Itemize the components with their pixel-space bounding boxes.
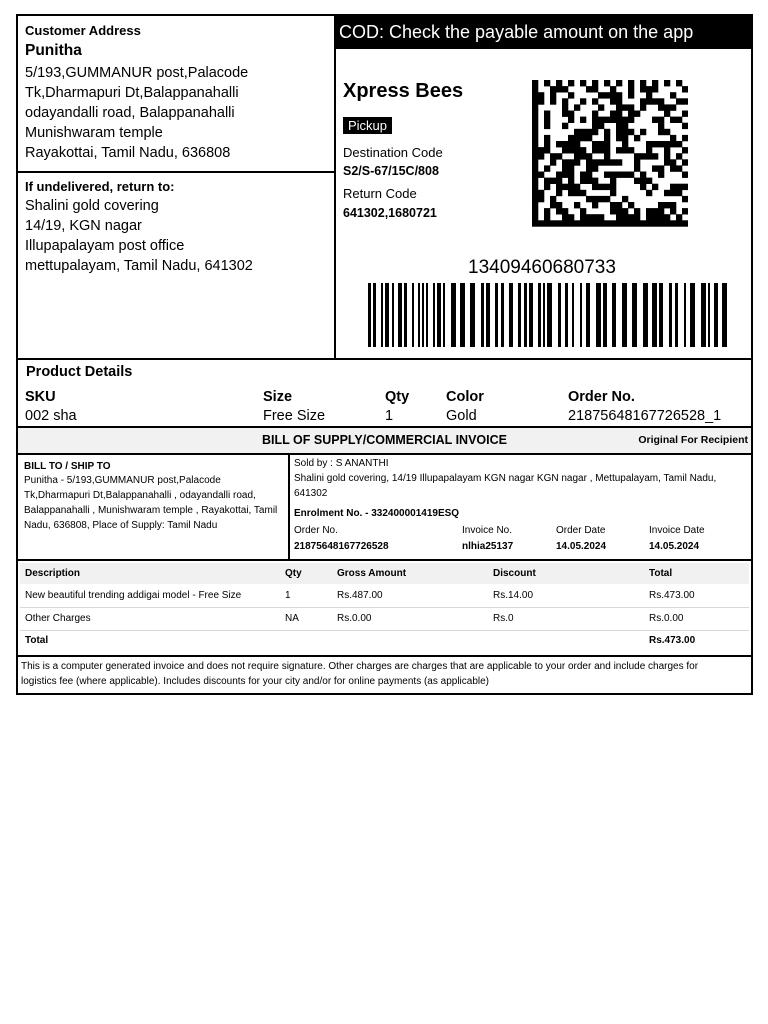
return-address-line: 14/19, KGN nagar	[25, 218, 142, 234]
customer-address-line: odayandalli road, Balappanahalli	[25, 105, 235, 121]
pickup-badge: Pickup	[343, 117, 392, 134]
footer-note-line: This is a computer generated invoice and does not require signature. Other charges are charges that are applicable to your order and include charges for	[21, 661, 699, 672]
courier-name: Xpress Bees	[343, 80, 464, 102]
product-col-size: Size	[263, 389, 293, 405]
destination-code-label: Destination Code	[343, 145, 443, 160]
customer-address-line: Munishwaram temple	[25, 125, 163, 141]
barcode-icon	[368, 283, 730, 347]
sold-by: Sold by : S ANANTHI	[294, 458, 389, 469]
customer-name: Punitha	[25, 42, 82, 59]
customer-address-heading: Customer Address	[25, 23, 141, 38]
divider	[288, 453, 290, 559]
cod-banner: COD: Check the payable amount on the app	[336, 16, 753, 49]
product-details-section	[16, 358, 753, 428]
divider	[18, 559, 751, 561]
return-code-label: Return Code	[343, 186, 417, 201]
enrolment-number: Enrolment No. - 332400001419ESQ	[294, 508, 460, 519]
row-total: Rs.0.00	[649, 613, 684, 624]
row-total: Rs.473.00	[649, 590, 695, 601]
seller-address-line: 641302	[294, 488, 328, 499]
divider	[18, 453, 751, 455]
return-address-line: Shalini gold covering	[25, 198, 159, 214]
meta-label-invoice-date: Invoice Date	[649, 525, 705, 536]
total-value: Rs.473.00	[649, 635, 696, 646]
invoice-copy-label: Original For Recipient	[638, 434, 748, 446]
table-header-discount: Discount	[493, 568, 536, 579]
customer-address-line: Tk,Dharmapuri Dt,Balappanahalli	[25, 85, 239, 101]
meta-value-order-no: 21875648167726528	[294, 541, 389, 552]
awb-number: 13409460680733	[468, 257, 616, 278]
meta-value-order-date: 14.05.2024	[556, 541, 607, 552]
meta-label-invoice-no: Invoice No.	[462, 525, 513, 536]
meta-value-invoice-date: 14.05.2024	[649, 541, 700, 552]
meta-label-order-no: Order No.	[294, 525, 338, 536]
bill-to-line: Punitha - 5/193,GUMMANUR post,Palacode	[24, 475, 221, 486]
meta-value-invoice-no: nlhia25137	[462, 541, 514, 552]
row-separator	[20, 630, 749, 631]
product-color: Gold	[446, 408, 477, 424]
row-gross: Rs.487.00	[337, 590, 383, 601]
product-col-order-no: Order No.	[568, 389, 635, 405]
footer-note-line: logistics fee (where applicable). Includes discounts for your city and/or for online payments (as applicable)	[21, 676, 490, 687]
product-qty: 1	[385, 408, 394, 424]
product-sku: 002 sha	[25, 408, 77, 424]
row-divider	[18, 171, 336, 173]
row-qty: NA	[285, 613, 299, 624]
return-code: 641302,1680721	[343, 206, 437, 220]
product-col-qty: Qty	[385, 389, 410, 405]
table-header-total: Total	[649, 568, 673, 579]
shipping-label-top	[16, 14, 753, 360]
row-gross: Rs.0.00	[337, 613, 372, 624]
invoice-section	[16, 426, 753, 695]
product-size: Free Size	[263, 408, 326, 424]
customer-address-line: Rayakottai, Tamil Nadu, 636808	[25, 145, 231, 161]
product-col-color: Color	[446, 389, 484, 405]
row-description: New beautiful trending addigai model - Free Size	[25, 590, 242, 601]
column-divider	[334, 16, 336, 360]
product-order-no: 21875648167726528_1	[568, 408, 722, 424]
bill-to-line: Nadu, 636808, Place of Supply: Tamil Nadu	[24, 520, 218, 531]
product-col-sku: SKU	[25, 389, 56, 405]
bill-to-heading: BILL TO / SHIP TO	[24, 461, 111, 472]
total-label: Total	[25, 635, 49, 646]
return-address-line: mettupalayam, Tamil Nadu, 641302	[25, 258, 253, 274]
return-address-line: Illupapalayam post office	[25, 238, 185, 254]
bill-to-line: Tk,Dharmapuri Dt,Balappanahalli , odayandalli road,	[24, 490, 256, 501]
row-discount: Rs.0	[493, 613, 514, 624]
row-separator	[20, 607, 749, 608]
table-header-gross: Gross Amount	[337, 568, 407, 579]
row-discount: Rs.14.00	[493, 590, 534, 601]
bill-to-line: Balappanahalli , Munishwaram temple , Rayakottai, Tamil	[24, 505, 278, 516]
invoice-title: BILL OF SUPPLY/COMMERCIAL INVOICE	[262, 433, 507, 447]
table-header-qty: Qty	[285, 568, 302, 579]
meta-label-order-date: Order Date	[556, 525, 606, 536]
table-header-description: Description	[25, 568, 81, 579]
row-qty: 1	[285, 590, 291, 601]
return-address-heading: If undelivered, return to:	[25, 179, 175, 194]
destination-code: S2/S-67/15C/808	[343, 164, 439, 178]
divider	[18, 655, 751, 657]
product-details-heading: Product Details	[26, 364, 133, 380]
seller-address-line: Shalini gold covering, 14/19 Illupapalayam KGN nagar KGN nagar , Mettupalayam, Tamil Nadu,	[294, 473, 717, 484]
customer-address-line: 5/193,GUMMANUR post,Palacode	[25, 65, 249, 81]
row-description: Other Charges	[25, 613, 91, 624]
datamatrix-code-icon	[532, 80, 688, 228]
